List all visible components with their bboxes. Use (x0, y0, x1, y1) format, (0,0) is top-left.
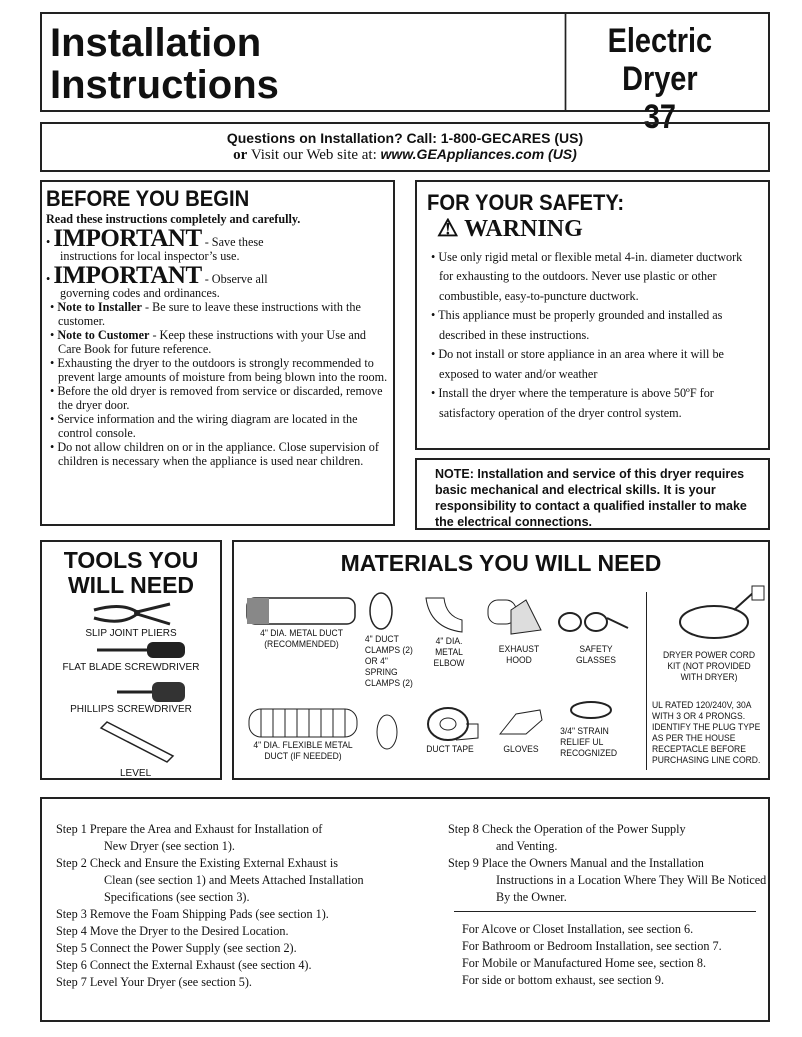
step-item: Step 5 Connect the Power Supply (see section 2). (56, 941, 297, 955)
bullet-text: Service information and the wiring diagram are located in the control console. (57, 412, 358, 440)
material-label: SAFETY GLASSES (576, 644, 616, 666)
intro-text: Read these instructions completely and carefully. (46, 212, 301, 226)
material-label: 4" DIA. METAL DUCT (RECOMMENDED) (260, 628, 343, 650)
important-text: - Observe all (201, 272, 268, 286)
important-label: IMPORTANT (53, 225, 202, 252)
safety-bullet: • This appliance must be properly grounded and installed as described in these instructions. (431, 308, 723, 342)
or-text: or (233, 147, 248, 163)
header (40, 12, 770, 136)
material-label: DRYER POWER CORD KIT (NOT PROVIDED WITH DRYER) (662, 650, 755, 683)
level-icon (97, 718, 177, 768)
safety-text: Use only rigid metal or flexible metal 4-in. diameter ductwork for exhausting to the outdoors. Never use plastic or other combustible, easy-to-puncture ductwork. (438, 249, 743, 303)
safety-glasses-icon (556, 604, 631, 638)
safety-bullet: • Use only rigid metal or flexible metal 4-in. diameter ductwork for exhausting to the outdoors. Never use plastic or other combustible, easy-to-puncture ductwork. (431, 249, 743, 303)
cord-rating-text: UL RATED 120/240V, 30A WITH 3 OR 4 PRONGS. IDENTIFY THE PLUG TYPE AS PER THE HOUSE RECEPTACLE BEFORE PURCHASING LINE CORD. (652, 700, 761, 766)
flexible-duct-icon (246, 706, 361, 740)
step-continuation: Clean (see section 1) and Meets Attached Installation Specifications (see section 3). (104, 873, 364, 904)
step-item: Step 3 Remove the Foam Shipping Pads (see section 1). (56, 907, 329, 921)
section-title: BEFORE YOU BEGIN (46, 186, 250, 211)
safety-bullet: • Do not install or store appliance in an area where it will be exposed to water and/or weather (431, 347, 724, 381)
safety-text: Do not install or store appliance in an area where it will be exposed to water and/or weather (438, 347, 724, 381)
title-line-1: Installation (50, 21, 262, 65)
steps-section (40, 797, 770, 1022)
duct-clamp-icon (366, 590, 396, 632)
product-title (565, 14, 754, 136)
contact-question: Questions on Installation? Call: 1-800-GECARES (US) (226, 130, 584, 146)
section-reference: For side or bottom exhaust, see section 9. (462, 973, 665, 987)
important-cont: governing codes and ordinances. (60, 286, 220, 300)
gloves-icon (496, 704, 546, 742)
metal-duct-icon (244, 596, 359, 626)
section-title: FOR YOUR SAFETY: (427, 190, 625, 215)
title-line-2: Instructions (50, 63, 279, 107)
tool-label: SLIP JOINT PLIERS (85, 628, 177, 639)
flat-screwdriver-icon (97, 640, 187, 660)
safety-section (415, 180, 770, 450)
step-item: Step 1 Prepare the Area and Exhaust for Installation of (56, 822, 323, 836)
bullet-bold: Note to Customer (57, 328, 150, 342)
step-continuation: Instructions in a Location Where They Will Be Noticed By the Owner. (496, 873, 767, 904)
material-label: 4" DUCT CLAMPS (2) OR 4" SPRING CLAMPS (2) (364, 634, 413, 689)
bullet-item: • Note to Customer - Keep these instructions with your Use and Care Book for future reference. (50, 328, 367, 356)
bullet-text: Exhausting the dryer to the outdoors is strongly recommended to prevent large amounts of moisture from being blown into the room. (57, 356, 388, 384)
spring-clamp-icon (372, 712, 402, 752)
material-label: EXHAUST HOOD (498, 644, 540, 666)
step-item: Step 2 Check and Ensure the Existing External Exhaust is (56, 856, 338, 870)
bullet-text: - Be sure to leave these instructions with the customer. (58, 300, 361, 328)
bullet-item: • Note to Installer - Be sure to leave these instructions with the customer. (50, 300, 361, 328)
warning-triangle-icon: ⚠ (437, 216, 459, 242)
bullet-item: • Service information and the wiring diagram are located in the control console. (50, 412, 358, 440)
elbow-icon (424, 596, 464, 634)
material-label: DUCT TAPE (426, 744, 474, 755)
materials-section (232, 540, 770, 780)
bullet-item: • Exhausting the dryer to the outdoors is strongly recommended to prevent large amounts of moisture from being blown into the room. (50, 356, 388, 384)
duct-tape-icon (426, 704, 481, 744)
strain-relief-icon (566, 698, 616, 722)
material-label: GLOVES (503, 744, 539, 755)
bullet-text: Do not allow children on or in the appliance. Close supervision of children is necessary when the appliance is used near children. (57, 440, 379, 468)
section-reference: For Bathroom or Bedroom Installation, see section 7. (462, 939, 722, 953)
safety-bullet: • Install the dryer where the temperature is above 50ºF for satisfactory operation of the dryer control system. (431, 386, 714, 420)
step-continuation: New Dryer (see section 1). (104, 839, 235, 853)
warning-label: WARNING (464, 216, 583, 242)
step-continuation: and Venting. (496, 839, 558, 853)
section-title: MATERIALS YOU WILL NEED (340, 550, 662, 576)
pliers-icon (92, 600, 172, 628)
before-you-begin-section: BEFORE YOU BEGIN Read these instructions completely and carefully. • IMPORTANT - Save these instructions for local inspector’s use. • IMPORTANT - Observe all governing codes and ordinances. • Note to Installer - Be sure to leave these instructions with the customer. • Note to Customer - Keep these instructions with your Use and Care Book for future reference. • Exhausting the dryer to the outdoors is strongly recommended to prevent large amounts of moisture from being blown into the room. • Before the old dryer is removed from service or discarded, remove the dryer door. • Service information and the wiring diagram are located in the control console. • Do not allow children on or in the appliance. Close supervision of children is necessary when the appliance is used near children. (40, 180, 395, 526)
page-title (50, 22, 279, 106)
tool-label: PHILLIPS SCREWDRIVER (70, 704, 192, 715)
section-reference: For Mobile or Manufactured Home see, section 8. (462, 956, 707, 970)
product-name: Electric Dryer (607, 22, 713, 98)
product-number: 37 (643, 98, 676, 136)
step-item: Step 7 Level Your Dryer (see section 5). (56, 975, 252, 989)
note-text: Installation and service of this dryer requires basic mechanical and electrical skills. It is your responsibility to contact a qualified installer to make the electrical connections. (435, 467, 747, 529)
step-item: Step 9 Place the Owners Manual and the Installation (448, 856, 704, 870)
bullet-text: Before the old dryer is removed from service or discarded, remove the dryer door. (57, 384, 383, 412)
tools-section (40, 540, 222, 780)
visit-text: Visit our Web site at: (247, 147, 381, 163)
important-text: - Save these (201, 235, 264, 249)
material-label: 3/4" STRAIN RELIEF UL RECOGNIZED (560, 726, 618, 759)
tool-label: LEVEL (120, 768, 152, 779)
material-label: 4" DIA. FLEXIBLE METAL DUCT (IF NEEDED) (253, 740, 353, 762)
important-label: IMPORTANT (53, 262, 202, 289)
note-label: NOTE: (435, 467, 474, 481)
tool-label: FLAT BLADE SCREWDRIVER (62, 662, 200, 673)
safety-text: Install the dryer where the temperature is above 50ºF for satisfactory operation of the dryer control system. (438, 386, 714, 420)
phillips-screwdriver-icon (117, 680, 187, 704)
website-link[interactable]: www.GEAppliances.com (US) (380, 146, 577, 162)
bullet-text: - Keep these instructions with your Use and Care Book for future reference. (58, 328, 367, 356)
power-cord-icon (674, 584, 769, 644)
section-reference: For Alcove or Closet Installation, see section 6. (462, 922, 694, 936)
note-box (415, 458, 770, 530)
important-cont: instructions for local inspector’s use. (60, 249, 240, 263)
material-label: 4" DIA. METAL ELBOW (433, 636, 465, 669)
exhaust-hood-icon (486, 596, 546, 638)
step-item: Step 4 Move the Dryer to the Desired Location. (56, 924, 289, 938)
step-item: Step 8 Check the Operation of the Power Supply (448, 822, 686, 836)
safety-text: This appliance must be properly grounded and installed as described in these instructions. (438, 308, 723, 342)
step-item: Step 6 Connect the External Exhaust (see section 4). (56, 958, 312, 972)
section-title: TOOLS YOU WILL NEED (63, 547, 199, 598)
bullet-item: • Do not allow children on or in the appliance. Close supervision of children is necessary when the appliance is used near children. (50, 440, 379, 468)
bullet-bold: Note to Installer (57, 300, 142, 314)
bullet-item: • Before the old dryer is removed from service or discarded, remove the dryer door. (50, 384, 383, 412)
contact-box (40, 122, 770, 172)
